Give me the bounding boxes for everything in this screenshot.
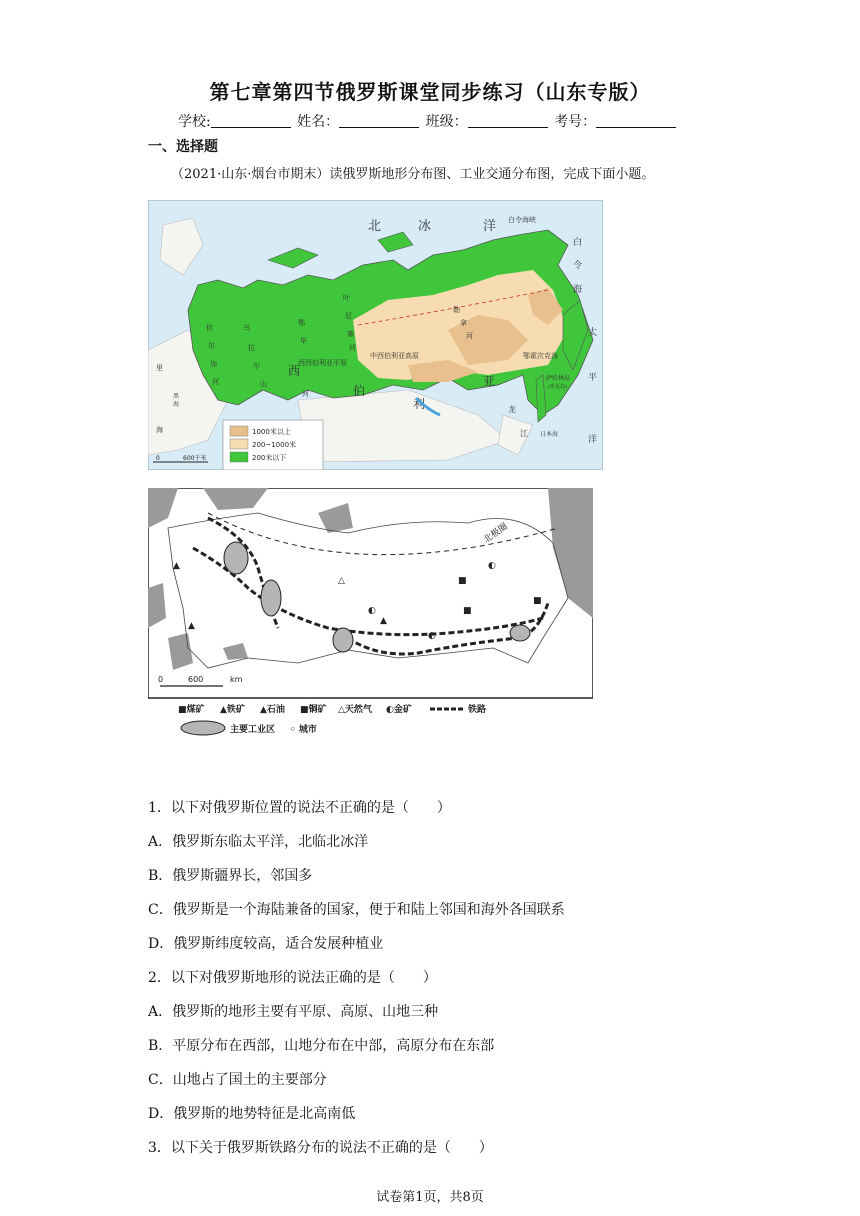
map1-label-ob-1: 鄂	[298, 319, 305, 327]
map1-label-ural-1: 乌	[243, 324, 250, 332]
map1-label-ural-4: 山	[260, 380, 267, 388]
class-blank	[468, 113, 548, 128]
map1-label-yenisei-1: 叶	[343, 294, 350, 302]
map1-label-pacific-3: 洋	[588, 435, 598, 445]
map2-legend-railway: 铁路	[468, 705, 487, 715]
question-1: 1．以下对俄罗斯位置的说法不正确的是（ ）	[148, 800, 451, 816]
page-title: 第七章第四节俄罗斯课堂同步练习（山东专版）	[209, 80, 651, 104]
svg-text:▲: ▲	[188, 621, 195, 631]
map2-industrial-zone	[224, 542, 248, 574]
exam-no-label: 考号：	[554, 114, 597, 130]
map1-label-caspian-1: 里	[156, 364, 163, 372]
map1-label-ural-2: 拉	[248, 344, 255, 352]
map1-label-ural-3: 尔	[253, 362, 260, 370]
question-2-option-d: D．俄罗斯的地势特征是北高南低	[148, 1106, 356, 1122]
map1-label-ob-3: 河	[302, 390, 309, 398]
map2-legend	[178, 703, 486, 735]
map1-label-central-plateau: 中西伯利亚高原	[370, 352, 419, 360]
map1-legend-high: 1000米以上	[252, 428, 291, 436]
map2-legend-oil: ▲石油	[260, 705, 285, 715]
map1-label-okhotsk: 鄂霍次克海	[523, 352, 558, 360]
school-blank	[211, 113, 291, 128]
student-info-line	[178, 111, 678, 131]
map1-label-yenisei-4: 河	[349, 344, 356, 352]
map1-label-volga-4: 河	[212, 378, 219, 386]
map1-legend-mid: 200~1000米	[252, 441, 297, 449]
map1-label-siberia-1: 西	[288, 364, 301, 378]
question-1-option-c: C．俄罗斯是一个海陆兼备的国家，便于和陆上邻国和海外各国联系	[148, 902, 565, 918]
map1-label-amur-1: 龙	[508, 405, 516, 414]
svg-text:◐: ◐	[428, 631, 436, 641]
svg-text:■: ■	[533, 596, 542, 606]
map1-label-caspian-2: 海	[156, 426, 163, 434]
map1-label-volga-2: 尔	[208, 342, 215, 350]
question-1-option-d: D．俄罗斯纬度较高，适合发展种植业	[148, 936, 384, 952]
russia-industry-map	[148, 488, 593, 743]
svg-text:▲: ▲	[173, 561, 180, 571]
svg-text:■: ■	[463, 606, 472, 616]
svg-text:◐: ◐	[368, 606, 376, 616]
question-2-option-b: B．平原分布在西部，山地分布在中部，高原分布在东部	[148, 1038, 495, 1054]
exam-no-blank	[596, 113, 676, 128]
name-blank	[339, 113, 419, 128]
question-intro: （2021·山东·烟台市期末）读俄罗斯地形分布图、工业交通分布图，完成下面小题。	[171, 167, 655, 182]
map1-label-lena-3: 河	[466, 332, 473, 340]
question-2-option-a: A．俄罗斯的地形主要有平原、高原、山地三种	[148, 1004, 439, 1020]
map1-label-lena-1: 勒	[453, 306, 460, 314]
question-2-option-c: C．山地占了国土的主要部分	[148, 1072, 327, 1088]
map2-legend-copper: ■铜矿	[300, 705, 327, 715]
question-3: 3．以下关于俄罗斯铁路分布的说法不正确的是（ ）	[148, 1140, 493, 1156]
page-footer: 试卷第1页，共8页	[376, 1190, 484, 1205]
svg-text:0: 0	[158, 675, 164, 684]
map2-legend-city: ◦ 城市	[290, 725, 317, 735]
map1-label-japan-sea: 日本海	[540, 431, 559, 438]
svg-text:km: km	[230, 675, 243, 684]
svg-text:600: 600	[188, 675, 204, 684]
svg-text:△: △	[338, 576, 345, 586]
question-1-option-a: A．俄罗斯东临太平洋，北临北冰洋	[148, 834, 369, 850]
map1-label-yenisei-2: 尼	[345, 312, 352, 320]
map1-label-pacific-2: 平	[588, 373, 598, 383]
map2-legend-iron: ▲铁矿	[220, 705, 245, 715]
map1-label-siberia-2: 伯	[353, 384, 366, 398]
map1-label-pacific-1: 太	[588, 328, 598, 338]
map1-label-yenisei-3: 塞	[347, 330, 354, 338]
svg-text:▲: ▲	[380, 616, 387, 626]
svg-text:洋	[483, 219, 496, 234]
map2-industrial-zone	[510, 625, 530, 641]
map2-legend-gas: △天然气	[338, 705, 372, 715]
map1-label-bering-sea-3: 海	[573, 285, 583, 295]
map2-arctic-circle-label: 北极圈	[481, 521, 510, 546]
map1-label-lena-2: 拿	[460, 319, 467, 327]
section-heading: 一、选择题	[148, 139, 218, 155]
svg-text:■: ■	[458, 576, 467, 586]
school-label: 学校:	[178, 114, 211, 130]
map1-label-ob-2: 毕	[300, 337, 307, 345]
map2-industrial-zone	[261, 580, 281, 616]
map2-legend-gold: ◐金矿	[386, 705, 412, 715]
map1-legend-low: 200米以下	[252, 454, 287, 462]
class-label: 班级：	[425, 114, 468, 130]
map1-label-bering-strait: 白令海峡	[508, 216, 536, 224]
map1-label-west-plain: 西西伯利亚平原	[298, 359, 347, 367]
map1-label-sakhalin-sub: (库页岛)	[548, 384, 567, 390]
name-label: 姓名：	[297, 114, 340, 130]
map1-legend	[223, 420, 323, 470]
svg-text:北	[368, 219, 381, 234]
map1-label-arctic-1: 北	[368, 219, 382, 234]
map1-label-black-sea-1: 黑	[173, 393, 180, 400]
map1-label-arctic-2: 冰	[418, 219, 432, 234]
map2-legend-industrial-symbol	[181, 721, 225, 735]
svg-text:◐: ◐	[488, 561, 496, 571]
russia-terrain-map	[148, 200, 603, 470]
map2-legend-coal: ■煤矿	[178, 705, 205, 715]
map1-label-volga-3: 加	[210, 360, 217, 368]
svg-text:600千米: 600千米	[183, 455, 207, 462]
map1-label-black-sea-2: 海	[173, 401, 180, 408]
svg-text:冰	[418, 219, 431, 234]
map1-label-arctic-3: 洋	[483, 219, 497, 234]
map1-label-volga-1: 伏	[206, 324, 213, 332]
map1-label-siberia-4: 亚	[483, 374, 496, 388]
map1-label-amur-2: 江	[520, 429, 528, 438]
question-2: 2．以下对俄罗斯地形的说法正确的是（ ）	[148, 970, 437, 986]
map2-industrial-zone	[333, 628, 353, 652]
svg-text:0: 0	[156, 455, 160, 462]
map1-label-siberia-3: 利	[413, 397, 426, 411]
map1-label-bering-sea-2: 令	[573, 261, 583, 271]
map1-label-bering-sea-1: 白	[573, 238, 583, 248]
question-1-option-b: B．俄罗斯疆界长，邻国多	[148, 868, 313, 884]
map2-legend-industrial: 主要工业区	[230, 725, 276, 735]
map1-label-sakhalin: 萨哈林岛	[546, 375, 571, 382]
